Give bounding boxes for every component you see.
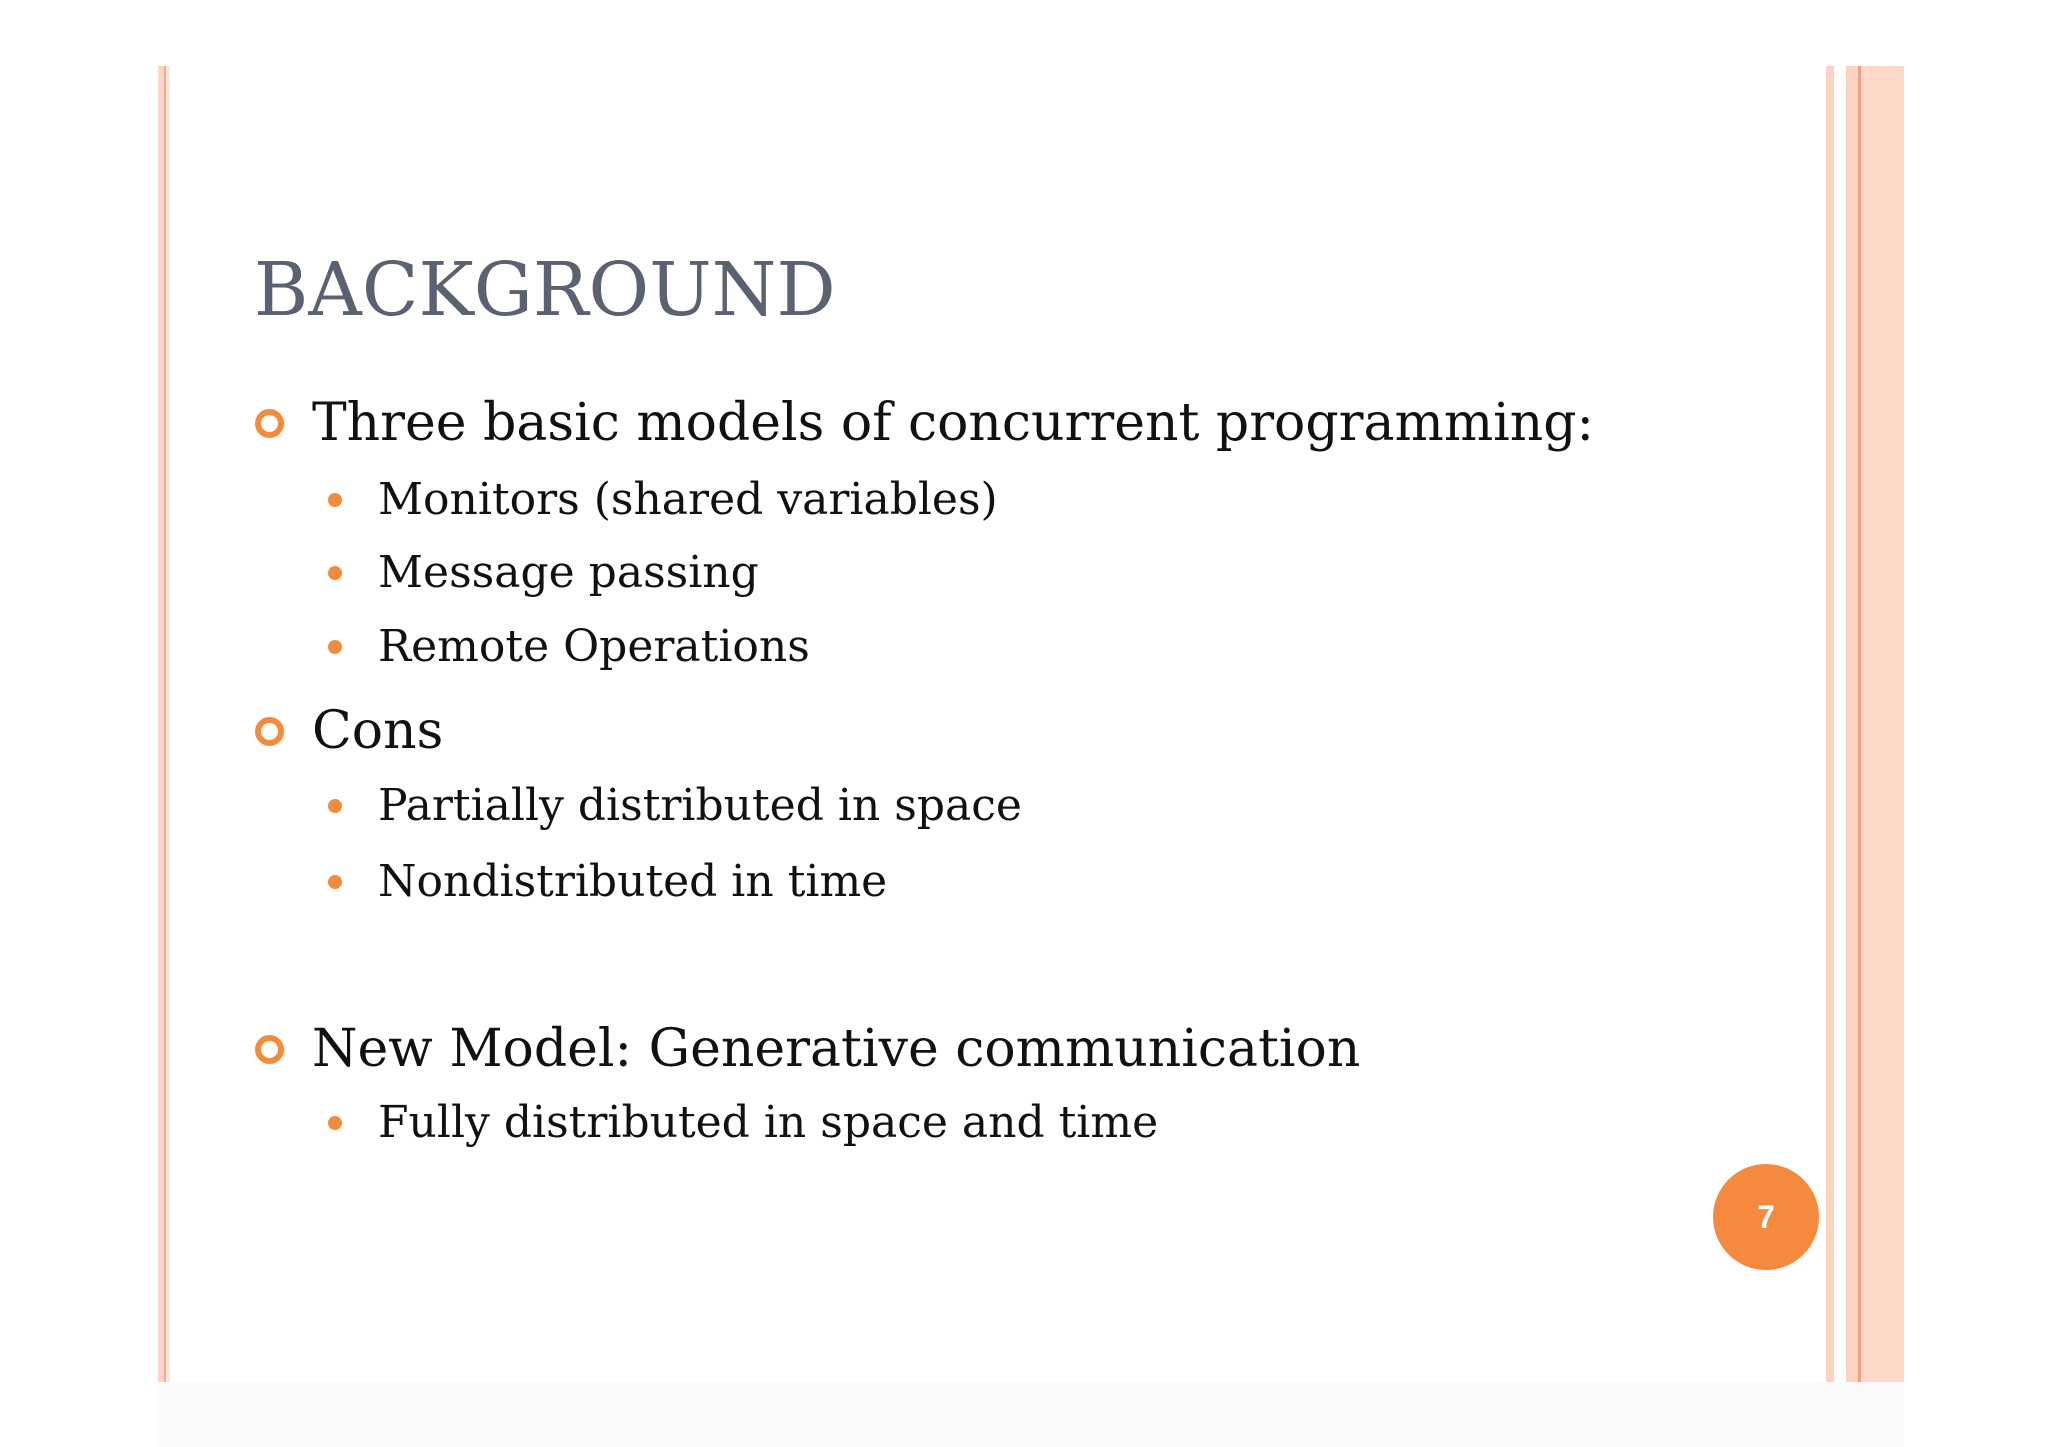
ring-bullet-icon	[255, 409, 284, 438]
page-number-badge	[1713, 1164, 1819, 1270]
bullet-level2	[328, 547, 759, 599]
bullet-level2	[328, 1097, 1158, 1149]
bullet-level2	[328, 621, 810, 673]
page-number: 7	[1757, 1198, 1775, 1235]
dot-bullet-icon	[328, 875, 342, 889]
right-border-band	[1861, 66, 1904, 1382]
bottom-shade	[158, 1382, 1904, 1447]
bullet-level1	[255, 393, 1594, 453]
dot-bullet-icon	[328, 1116, 342, 1130]
bullet-level1	[255, 1019, 1360, 1079]
bullet-level1	[255, 701, 443, 761]
dot-bullet-icon	[328, 799, 342, 813]
ring-bullet-icon	[255, 1035, 284, 1064]
bullet-level2	[328, 474, 998, 526]
bullet-item: Monitors (shared variables)	[378, 474, 998, 525]
bullet-item: Message passing	[378, 547, 759, 598]
bullet-item: Partially distributed in space	[378, 780, 1022, 831]
bullet-item: Fully distributed in space and time	[378, 1097, 1159, 1148]
dot-bullet-icon	[328, 640, 342, 654]
left-border-stripe-light	[166, 66, 170, 1382]
dot-bullet-icon	[328, 566, 342, 580]
right-border-stripe	[1846, 66, 1858, 1382]
bullet-level2	[328, 856, 887, 908]
dot-bullet-icon	[328, 493, 342, 507]
bullet-item: Nondistributed in time	[378, 856, 888, 907]
bullet-level2	[328, 780, 1022, 832]
ring-bullet-icon	[255, 717, 284, 746]
bullet-item: Remote Operations	[378, 621, 810, 672]
bullet-heading: Three basic models of concurrent programming:	[312, 393, 1595, 453]
right-border-stripe	[1826, 66, 1834, 1382]
slide-title: BACKGROUND	[254, 247, 836, 333]
bullet-heading: New Model: Generative communication	[312, 1019, 1361, 1079]
bullet-heading: Cons	[312, 701, 444, 761]
